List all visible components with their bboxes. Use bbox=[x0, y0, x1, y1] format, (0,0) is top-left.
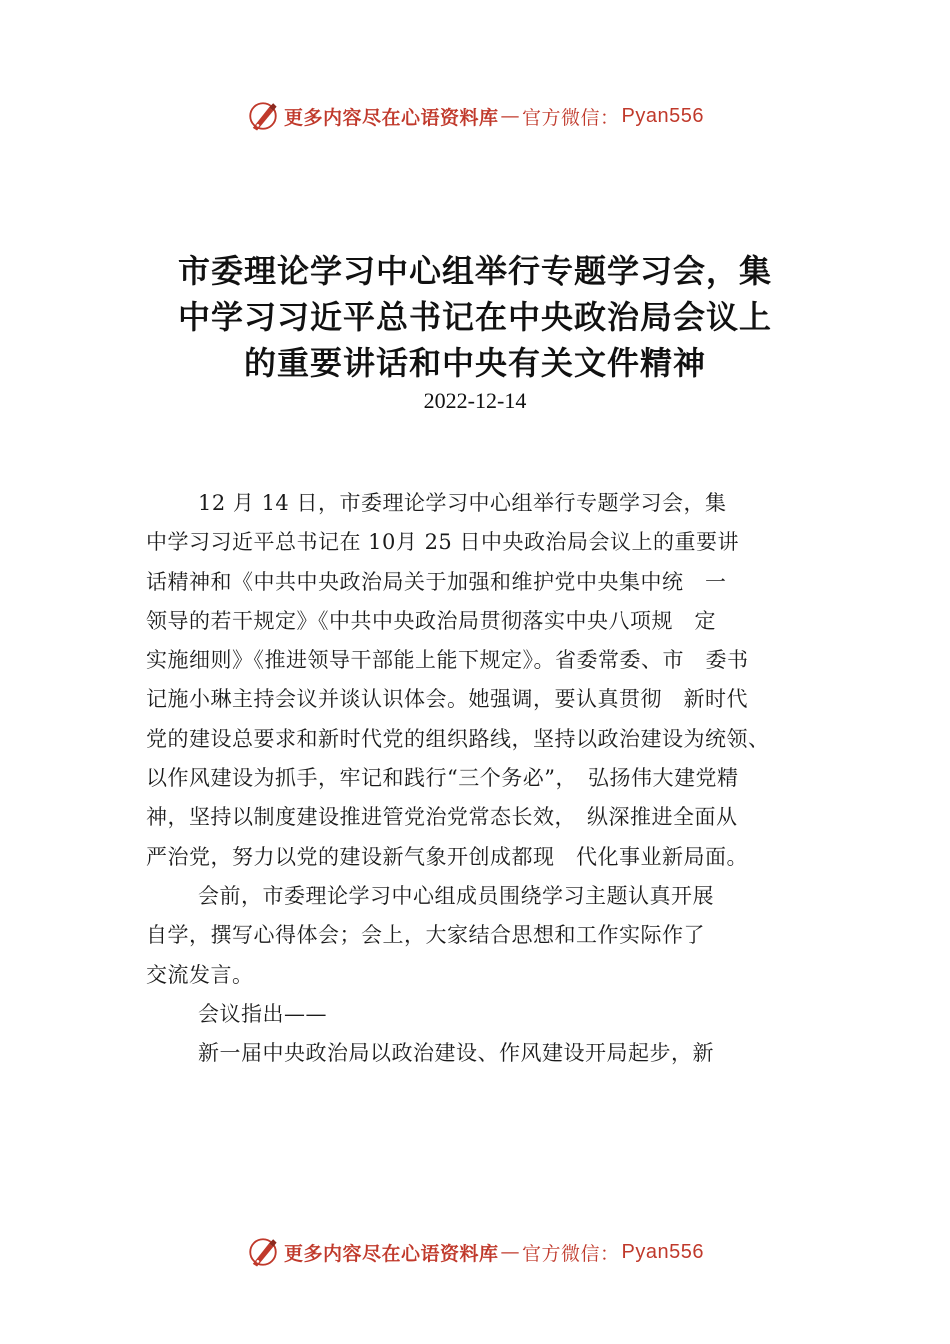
watermark-handle: Pyan556 bbox=[621, 104, 704, 127]
body-line: 中学习习近平总书记在 10月 25 日中央政治局会议上的重要讲 bbox=[146, 530, 739, 555]
watermark-footer bbox=[0, 1232, 950, 1272]
pen-logo-icon bbox=[246, 99, 280, 133]
watermark-header bbox=[0, 96, 950, 136]
watermark-handle: Pyan556 bbox=[621, 1240, 704, 1263]
body-line: 交流发言。 bbox=[146, 962, 254, 987]
body-line: 党的建设总要求和新时代党的组织路线，坚持以政治建设为统领、 bbox=[146, 726, 770, 751]
watermark-contact-label: 官方微信： bbox=[522, 106, 620, 129]
body-line: 会前，市委理论学习中心组成员围绕学习主题认真开展 bbox=[198, 883, 714, 908]
body-line: 12 月 14 日，市委理论学习中心组举行专题学习会，集 bbox=[198, 491, 727, 515]
body-line: 新一届中央政治局以政治建设、作风建设开局起步，新 bbox=[198, 1041, 714, 1066]
body-line: 以作风建设为抓手，牢记和践行“三个务必”， 弘扬伟大建党精 bbox=[146, 766, 739, 791]
body-line: 领导的若干规定》《中共中央政治局贯彻落实中央八项规 定 bbox=[146, 608, 716, 633]
body-line: 会议指出—— bbox=[198, 1001, 327, 1026]
body-line: 实施细则》《推进领导干部能上能下规定》。省委常委、市 委书 bbox=[146, 648, 749, 673]
body-line: 话精神和《中共中央政治局关于加强和维护党中央集中统 一 bbox=[146, 569, 727, 594]
body-line: 自学，撰写心得体会；会上，大家结合思想和工作实际作了 bbox=[146, 923, 705, 948]
document-date: 2022-12-14 bbox=[423, 388, 527, 413]
body-line: 记施小琳主持会议并谈认识体会。她强调，要认真贯彻 新时代 bbox=[146, 687, 748, 712]
watermark-separator: — bbox=[500, 105, 521, 127]
watermark-text: 更多内容尽在心语资料库 bbox=[284, 1242, 499, 1265]
body-line: 神，坚持以制度建设推进管党治党常态长效， 纵深推进全面从 bbox=[146, 805, 738, 830]
pen-logo-icon bbox=[246, 1235, 280, 1269]
watermark-contact-label: 官方微信： bbox=[522, 1242, 620, 1265]
document-body bbox=[146, 484, 836, 1073]
document-title bbox=[120, 248, 830, 386]
title-line: 中学习习近平总书记在中央政治局会议上 bbox=[177, 298, 772, 336]
watermark-separator: — bbox=[500, 1241, 521, 1263]
title-line: 市委理论学习中心组举行专题学习会，集 bbox=[177, 252, 772, 290]
watermark-text: 更多内容尽在心语资料库 bbox=[284, 106, 499, 129]
body-line: 严治党，努力以党的建设新气象开创成都现 代化事业新局面。 bbox=[146, 844, 748, 869]
title-line: 的重要讲话和中央有关文件精神 bbox=[243, 344, 706, 382]
